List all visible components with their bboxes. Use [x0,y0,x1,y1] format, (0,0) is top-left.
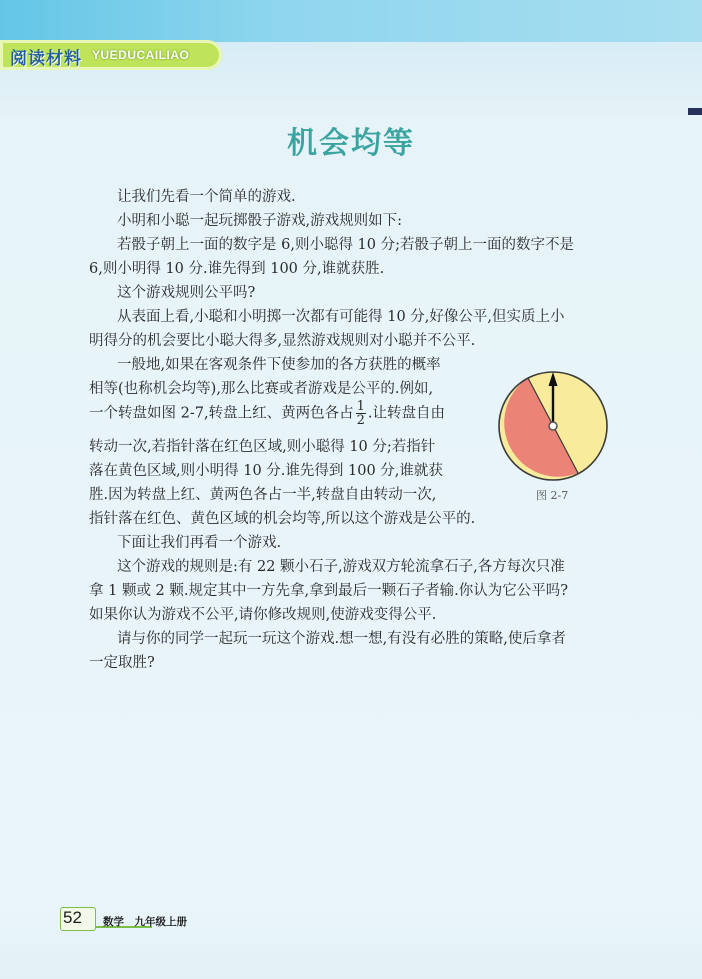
book-label: 数学 九年级上册 [103,916,187,928]
paragraph-line: 如果你认为游戏不公平,请你修改规则,使游戏变得公平. [89,607,437,623]
paragraph-line: 让我们先看一个简单的游戏. [117,189,296,205]
section-tab [0,40,222,70]
page-edge-marker [688,108,702,115]
fraction [356,400,366,427]
paragraph-line: 明得分的机会要比小聪大得多,显然游戏规则对小聪并不公平. [89,333,476,349]
paragraph-line: 请与你的同学一起玩一玩这个游戏.想一想,有没有必胜的策略,使后拿者 [117,631,566,647]
paragraph-line: 拿 1 颗或 2 颗.规定其中一方先拿,拿到最后一颗石子者输.你认为它公平吗? [89,583,568,599]
paragraph-line: 指针落在红色、黄色区域的机会均等,所以这个游戏是公平的. [89,511,476,527]
fraction-denominator: 2 [356,413,365,428]
paragraph-text: .让转盘自由 [367,405,445,422]
paragraph-line: 相等(也称机会均等),那么比赛或者游戏是公平的.例如, [89,381,434,397]
spinner-figure [495,360,615,486]
paragraph-line: 胜.因为转盘上红、黄两色各占一半,转盘自由转动一次, [89,487,437,503]
top-banner [0,0,702,42]
paragraph-line: 落在黄色区域,则小明得 10 分.谁先得到 100 分,谁就获 [89,463,443,479]
paragraph-line: 转动一次,若指针落在红色区域,则小聪得 10 分;若指针 [89,439,436,455]
page-title: 机会均等 [287,126,415,161]
paragraph-line: 从表面上看,小聪和小明掷一次都有可能得 10 分,好像公平,但实质上小 [117,309,565,325]
fraction-numerator: 1 [356,399,365,414]
paragraph-line: 下面让我们再看一个游戏. [117,535,282,551]
paragraph-line: 这个游戏规则公平吗? [117,285,256,301]
paragraph-line: 6,则小明得 10 分.谁先得到 100 分,谁就获胜. [89,261,385,277]
paragraph-line: 若骰子朝上一面的数字是 6,则小聪得 10 分;若骰子朝上一面的数字不是 [117,237,574,253]
paragraph-line: 一定取胜? [89,655,155,671]
page-number: 52 [63,908,82,927]
section-tab-label-cn: 阅读材料 [10,49,82,69]
paragraph-text: 一个转盘如图 2-7,转盘上红、黄两色各占 [89,405,354,422]
figure-caption: 图 2-7 [536,489,569,502]
paragraph-line: 这个游戏的规则是:有 22 颗小石子,游戏双方轮流拿石子,各方每次只准 [117,559,565,575]
section-tab-label-en: YUEDUCAILIAO [92,48,190,62]
paragraph-line-with-fraction [89,400,445,427]
spinner-pivot [549,422,557,430]
paragraph-line: 小明和小聪一起玩掷骰子游戏,游戏规则如下: [117,213,402,229]
paragraph-line: 一般地,如果在客观条件下使参加的各方获胜的概率 [117,357,441,373]
